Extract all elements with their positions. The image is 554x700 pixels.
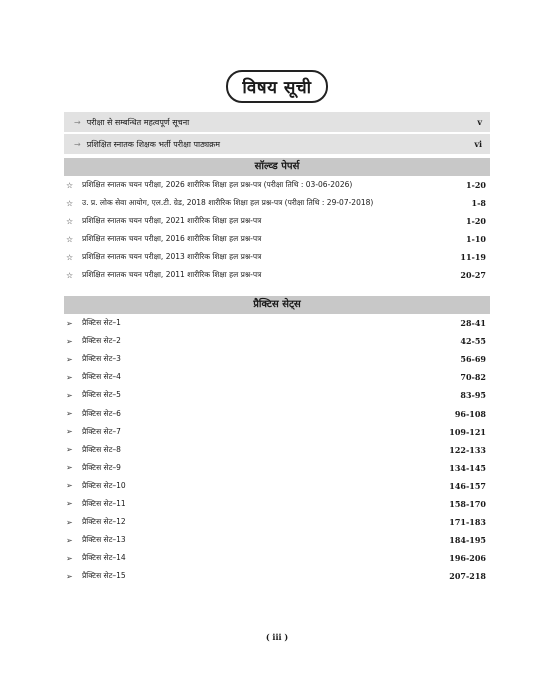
arrowhead-icon: ➢ (66, 409, 73, 419)
practice-row[interactable] (64, 350, 490, 368)
arrowhead-icon: ➢ (66, 517, 73, 527)
star-outline-icon: ☆ (66, 234, 74, 244)
prelim-row[interactable] (64, 112, 490, 132)
practice-label: प्रैक्टिस सेट–2 (82, 336, 121, 346)
solved-label: प्रशिक्षित स्नातक चयन परीक्षा, 2021 शारीरिक शिक्षा हल प्रश्न-पत्र (82, 216, 262, 225)
practice-label: प्रैक्टिस सेट–5 (82, 390, 121, 400)
arrowhead-icon: ➢ (66, 481, 73, 491)
practice-sets-header: प्रैक्टिस सेट्स (64, 296, 490, 314)
practice-row[interactable] (64, 567, 490, 585)
prelim-page: v (477, 117, 482, 127)
solved-label: प्रशिक्षित स्नातक चयन परीक्षा, 2026 शारीरिक शिक्षा हल प्रश्न-पत्र (परीक्षा तिथि : 03-06-2026) (82, 180, 353, 189)
page-title-wrap (0, 70, 554, 103)
practice-row[interactable] (64, 531, 490, 549)
solved-page: 1-20 (465, 180, 486, 190)
star-outline-icon: ☆ (66, 252, 74, 262)
practice-label: प्रैक्टिस सेट–12 (82, 517, 126, 527)
practice-label: प्रैक्टिस सेट–7 (82, 426, 121, 436)
practice-row[interactable] (64, 332, 490, 350)
solved-label: प्रशिक्षित स्नातक चयन परीक्षा, 2011 शारीरिक शिक्षा हल प्रश्न-पत्र (82, 270, 262, 279)
prelim-row[interactable] (64, 134, 490, 154)
solved-row[interactable] (64, 212, 490, 230)
practice-label: प्रैक्टिस सेट–14 (82, 553, 126, 563)
arrowhead-icon: ➢ (66, 372, 73, 382)
practice-row[interactable] (64, 513, 490, 531)
arrow-icon: → (74, 117, 81, 127)
arrowhead-icon: ➢ (66, 427, 73, 437)
practice-label: प्रैक्टिस सेट–6 (82, 408, 121, 418)
practice-row[interactable] (64, 477, 490, 495)
practice-sets-list (64, 314, 490, 585)
solved-page: 1-8 (471, 198, 486, 208)
practice-row[interactable] (64, 404, 490, 422)
practice-page: 184-195 (449, 535, 486, 546)
prelim-page: vi (474, 139, 482, 149)
arrow-icon: → (74, 139, 81, 149)
arrowhead-icon: ➢ (66, 499, 73, 509)
prelim-label: प्रशिक्षित स्नातक शिक्षक भर्ती परीक्षा पाठ्यक्रम (86, 139, 221, 149)
practice-page: 70-82 (460, 372, 486, 383)
solved-row[interactable] (64, 194, 490, 212)
star-outline-icon: ☆ (66, 198, 74, 208)
arrowhead-icon: ➢ (66, 318, 73, 328)
practice-page: 158-170 (449, 498, 486, 509)
solved-row[interactable] (64, 230, 490, 248)
practice-page: 96-108 (454, 408, 486, 419)
practice-label: प्रैक्टिस सेट–15 (82, 571, 126, 581)
practice-page: 146-157 (449, 480, 486, 491)
arrowhead-icon: ➢ (66, 535, 73, 545)
practice-row[interactable] (64, 459, 490, 477)
prelims-list (64, 112, 490, 156)
practice-label: प्रैक्टिस सेट–8 (82, 444, 121, 454)
solved-row[interactable] (64, 176, 490, 194)
arrowhead-icon: ➢ (66, 336, 73, 346)
practice-label: प्रैक्टिस सेट–13 (82, 535, 126, 545)
arrowhead-icon: ➢ (66, 571, 73, 581)
practice-row[interactable] (64, 386, 490, 404)
practice-page: 171-183 (449, 517, 486, 528)
solved-label: उ. प्र. लोक सेवा आयोग, एल.टी. ग्रेड, 2018 शारीरिक शिक्षा हल प्रश्न-पत्र (परीक्षा तिथि : 29-07-2018) (82, 198, 374, 207)
arrowhead-icon: ➢ (66, 463, 73, 473)
solved-page: 1-10 (465, 234, 486, 244)
practice-page: 122-133 (449, 444, 486, 455)
practice-label: प्रैक्टिस सेट–11 (82, 498, 126, 508)
prelim-label: परीक्षा से सम्बन्धित महत्वपूर्ण सूचना (86, 117, 190, 127)
arrowhead-icon: ➢ (66, 354, 73, 364)
practice-page: 83-95 (460, 390, 486, 401)
practice-page: 56-69 (460, 354, 486, 365)
star-outline-icon: ☆ (66, 180, 74, 190)
solved-page: 20-27 (460, 270, 486, 280)
solved-papers-list (64, 176, 490, 284)
solved-page: 1-20 (465, 216, 486, 226)
practice-row[interactable] (64, 368, 490, 386)
practice-row[interactable] (64, 423, 490, 441)
page-title: विषय सूची (226, 70, 327, 103)
page-number: ( iii ) (265, 632, 289, 642)
solved-label: प्रशिक्षित स्नातक चयन परीक्षा, 2016 शारीरिक शिक्षा हल प्रश्न-पत्र (82, 234, 262, 243)
arrowhead-icon: ➢ (66, 390, 73, 400)
practice-row[interactable] (64, 314, 490, 332)
practice-page: 196-206 (449, 553, 486, 564)
arrowhead-icon: ➢ (66, 445, 73, 455)
practice-label: प्रैक्टिस सेट–1 (82, 318, 121, 328)
practice-page: 207-218 (449, 571, 486, 582)
star-outline-icon: ☆ (66, 216, 74, 226)
solved-row[interactable] (64, 266, 490, 284)
practice-label: प्रैक्टिस सेट–10 (82, 480, 126, 490)
practice-label: प्रैक्टिस सेट–4 (82, 372, 121, 382)
practice-row[interactable] (64, 495, 490, 513)
solved-papers-section (64, 158, 490, 284)
practice-label: प्रैक्टिस सेट–9 (82, 462, 121, 472)
solved-label: प्रशिक्षित स्नातक चयन परीक्षा, 2013 शारीरिक शिक्षा हल प्रश्न-पत्र (82, 252, 262, 261)
star-outline-icon: ☆ (66, 270, 74, 280)
practice-page: 134-145 (449, 462, 486, 473)
practice-row[interactable] (64, 441, 490, 459)
practice-label: प्रैक्टिस सेट–3 (82, 354, 121, 364)
solved-papers-header: सॉल्व्ड पेपर्स (64, 158, 490, 176)
practice-page: 28-41 (460, 318, 486, 329)
practice-page: 42-55 (460, 336, 486, 347)
solved-row[interactable] (64, 248, 490, 266)
practice-sets-section (64, 296, 490, 585)
practice-page: 109-121 (449, 426, 486, 437)
practice-row[interactable] (64, 549, 490, 567)
solved-page: 11-19 (460, 252, 486, 262)
arrowhead-icon: ➢ (66, 553, 73, 563)
